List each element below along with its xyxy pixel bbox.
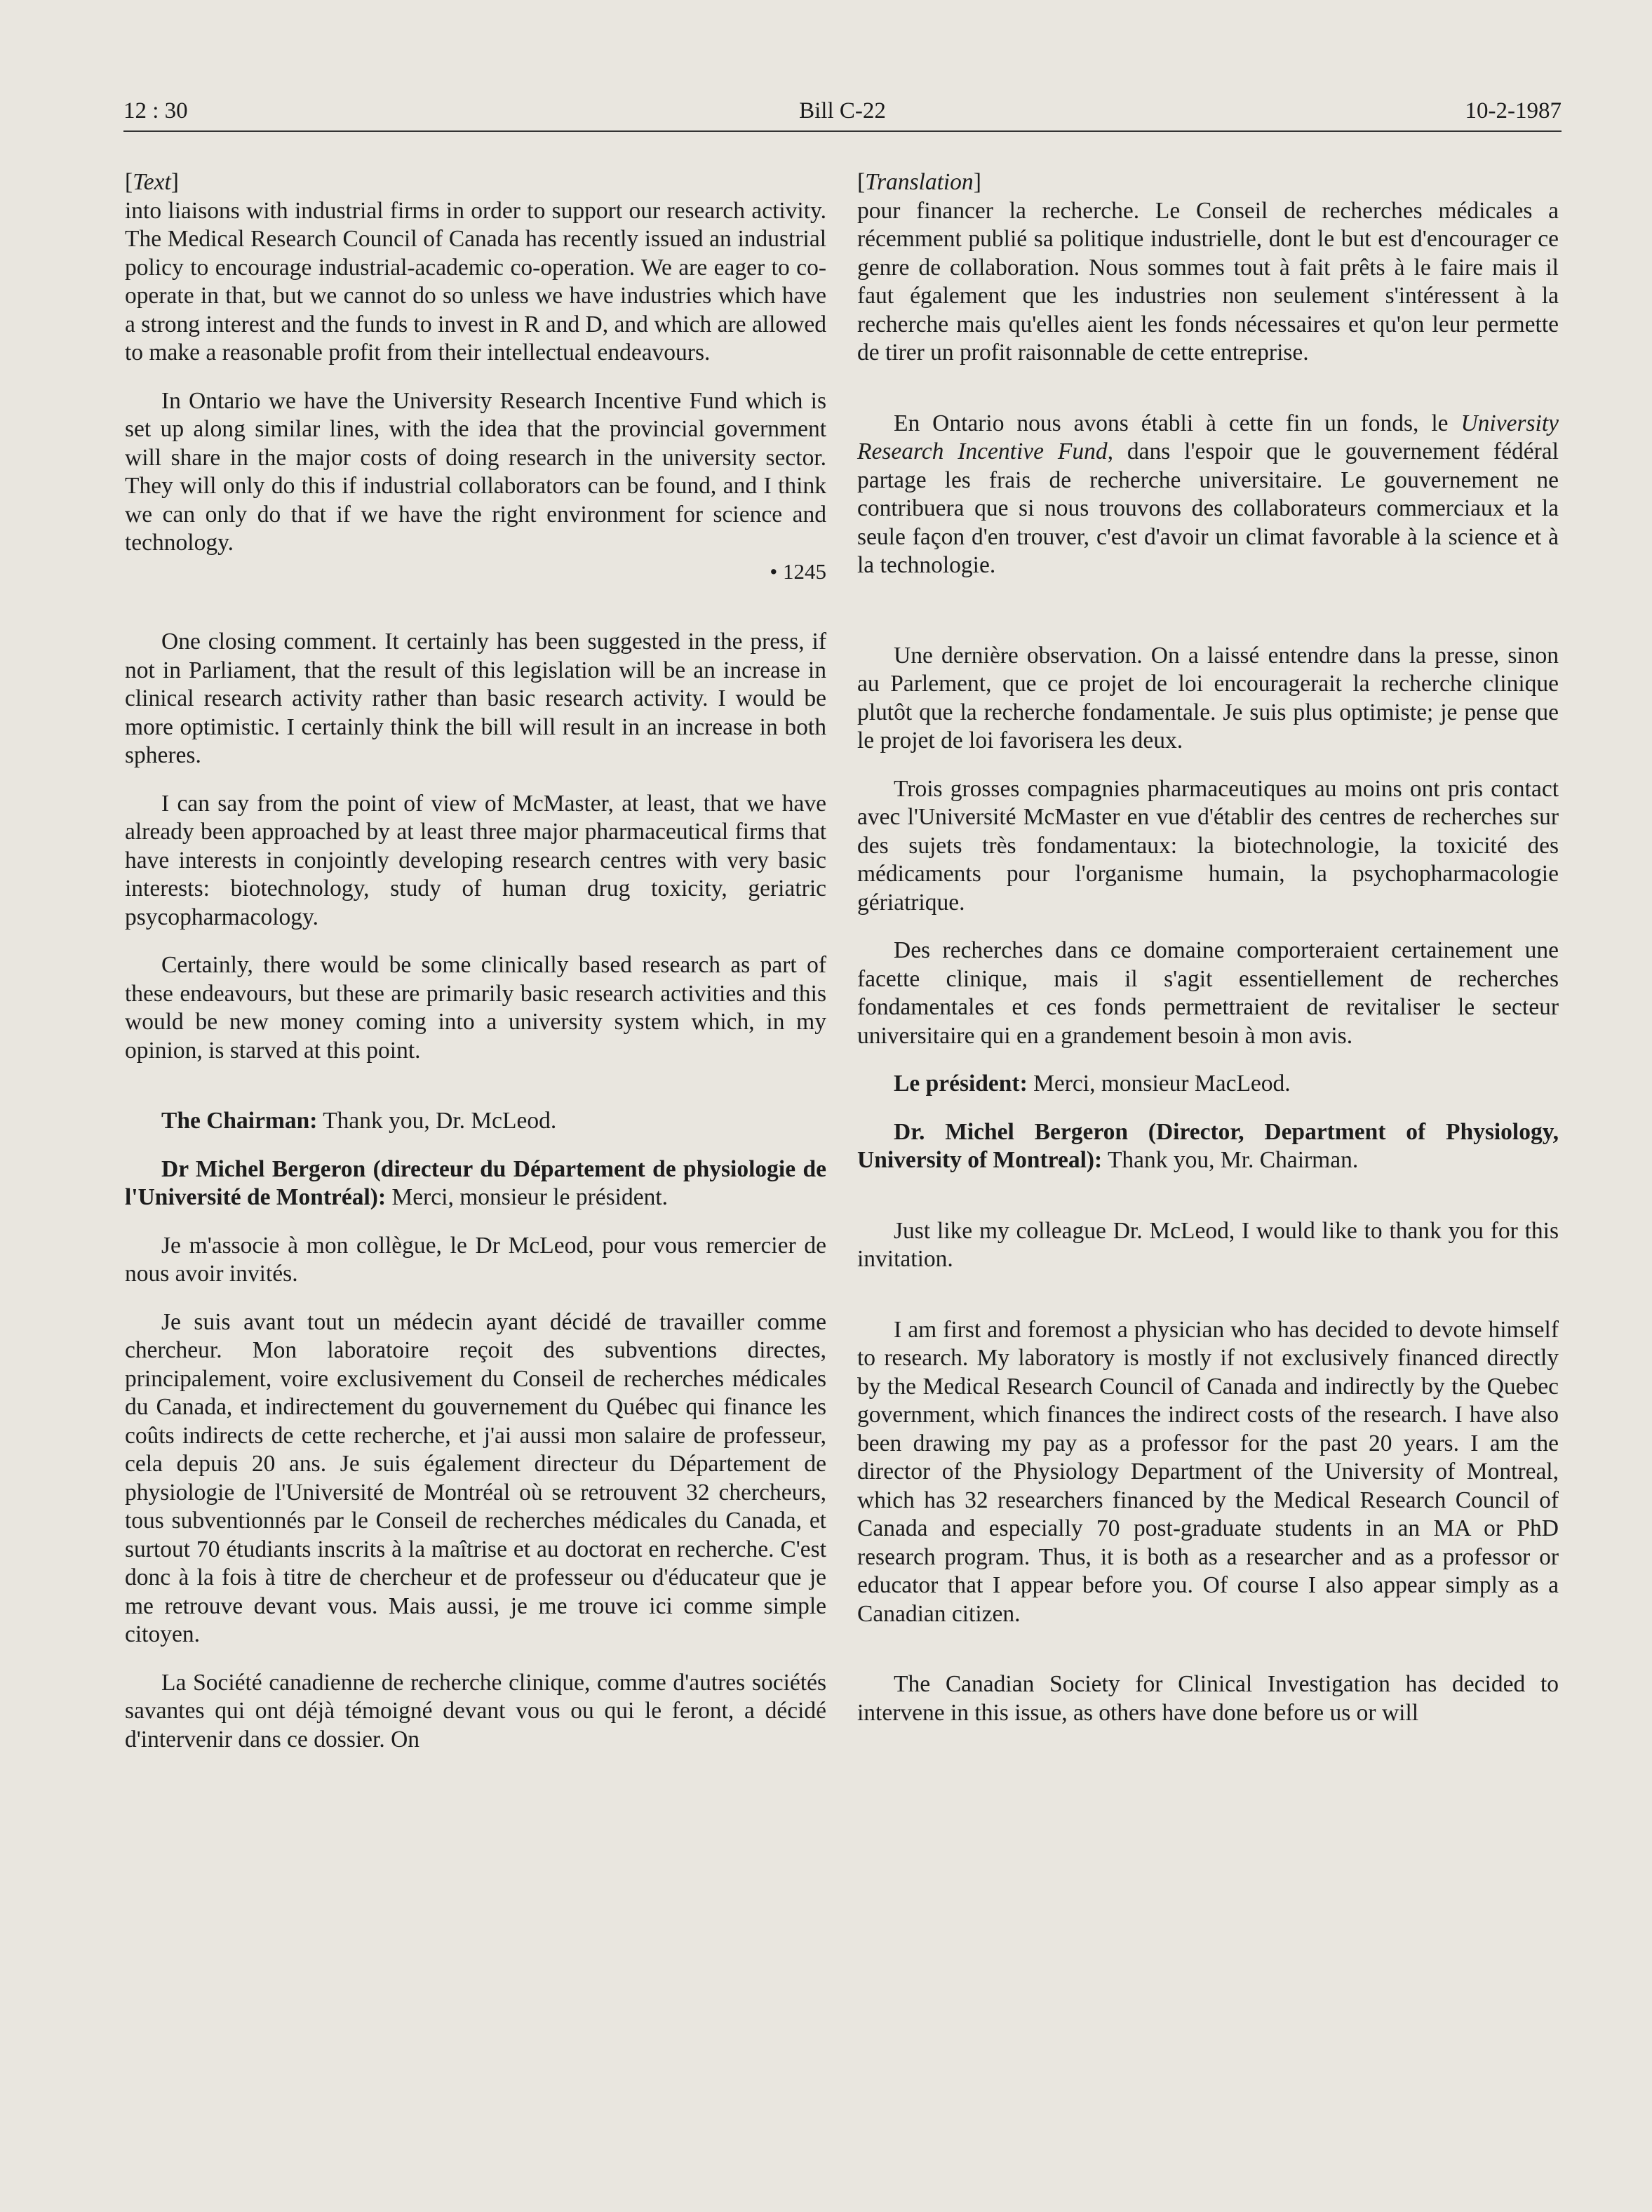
speaker-name: Dr. Michel Bergeron (Director, Department of Physiology, University of Montreal): <box>857 1118 1559 1173</box>
paragraph: Une dernière observation. On a laissé entendre dans la presse, sinon au Parlement, que ce projet de loi encouragerait la recherche clinique plutôt que la recherche fondamentale. Je suis plus optimiste; je pense que le projet de loi favorisera les deux. <box>857 642 1559 753</box>
sitting-date: 10-2-1987 <box>1465 98 1562 123</box>
paragraph: Des recherches dans ce domaine comporteraient certainement une facette clinique, mais il s'agit essentiellement de recherches fondamentales et ces fonds permettraient de revitaliser le secteur universitaire qui en a grandement besoin à mon avis. <box>857 937 1559 1049</box>
paragraph: I can say from the point of view of McMaster, at least, that we have already been approached by at least three major pharmaceutical firms that have interests in conjointly developing research centres with very basic interests: biotechnology, study of human drug toxicity, geriatric psycopharmacology. <box>125 790 826 930</box>
paragraph: The Canadian Society for Clinical Investigation has decided to intervene in this issue, as others have done before us or will <box>857 1671 1559 1726</box>
page-header <box>123 98 1562 133</box>
time-marker: • 1245 <box>770 558 826 584</box>
paragraph: Je m'associe à mon collègue, le Dr McLeod, pour vous remercier de nous avoir invités. <box>125 1232 826 1287</box>
speaker-paragraph: Le président: Merci, monsieur MacLeod. <box>894 1071 1291 1097</box>
speaker-name: Le président: <box>894 1071 1028 1097</box>
paragraph: Je suis avant tout un médecin ayant décidé de travailler comme chercheur. Mon laboratoire reçoit des subventions directes, principalement, voire exclusivement du Conseil de recherches médicales du Canada, et indirectement du gouvernement du Québec qui finance les coûts indirects de cette recherche, et j'ai aussi mon salaire de professeur, cela depuis 20 ans. Je suis également directeur du Département de physiologie de l'Université de Montréal où se retrouvent 32 chercheurs, tous subventionnés par le Conseil de recherches médicales du Canada, et surtout 70 étudiants inscrits à la maîtrise et au doctorat en recherche. C'est donc à la fois à titre de chercheur et de professeur ou d'éducateur que je me retrouve devant vous. Mais aussi, je me trouve ici comme simple citoyen. <box>125 1308 826 1647</box>
paragraph: One closing comment. It certainly has been suggested in the press, if not in Parliament, that the result of this legislation will be an increase in clinical research activity rather than basic research activity. I would be more optimistic. I certainly think the bill will result in an increase in both spheres. <box>125 629 826 768</box>
speaker-paragraph: The Chairman: Thank you, Dr. McLeod. <box>161 1108 557 1134</box>
paragraph: pour financer la recherche. Le Conseil de recherches médicales a récemment publié sa politique industrielle, dont le but est d'encourager ce genre de collaboration. Nous sommes tout à fait prêts à le faire mais il faut également que les industries non seulement s'intéressent à la recherche mais qu'elles aient les fonds nécessaires et qu'on leur permette de tirer un profit raisonnable de cette entreprise. <box>857 197 1559 366</box>
page-number: 12 : 30 <box>123 98 188 123</box>
column-label: [Translation] <box>857 169 981 195</box>
paragraph: Trois grosses compagnies pharmaceutiques au moins ont pris contact avec l'Université McMaster en vue d'établir des centres de recherches sur des sujets très fondamentaux: la biotechnologie, la toxicité des médicaments pour l'organisme humain, la psychopharmacologie gériatrique. <box>857 775 1559 916</box>
paragraph: into liaisons with industrial firms in order to support our research activity. The Medical Research Council of Canada has recently issued an industrial policy to encourage industrial-academic co-operation. We are eager to co-operate in that, but we cannot do so unless we have industries which have a strong interest and the funds to invest in R and D, and which are allowed to make a reasonable profit from their intellectual endeavours. <box>125 197 826 366</box>
speaker-paragraph: Dr. Michel Bergeron (Director, Department of Physiology, University of Montreal): Thank you, Mr. Chairman. <box>857 1118 1559 1173</box>
speaker-name: Dr Michel Bergeron (directeur du Département de physiologie de l'Université de Montréal): <box>125 1155 826 1210</box>
paragraph: La Société canadienne de recherche clinique, comme d'autres sociétés savantes qui ont déjà témoigné devant vous ou qui le feront, a décidé d'intervenir dans ce dossier. On <box>125 1669 826 1752</box>
paragraph: En Ontario nous avons établi à cette fin un fonds, le University Research Incentive Fund, dans l'espoir que le gouvernement fédéral partage les frais de recherche universitaire. Le gouvernement ne contribuera que si nous trouvons des collaborateurs commerciaux et la seule façon d'en trouver, c'est d'avoir un climat favorable à la science et à la technologie. <box>857 410 1559 578</box>
translation-column <box>857 168 1559 1727</box>
paragraph: Certainly, there would be some clinically based research as part of these endeavours, but these are primarily basic research activities and this would be new money coming into a university system which, in my opinion, is starved at this point. <box>125 952 826 1064</box>
english-column <box>125 168 826 1754</box>
speaker-name: The Chairman: <box>161 1108 318 1134</box>
speaker-paragraph: Dr Michel Bergeron (directeur du Département de physiologie de l'Université de Montréal): Merci, monsieur le président. <box>125 1155 826 1210</box>
paragraph: Just like my colleague Dr. McLeod, I would like to thank you for this invitation. <box>857 1217 1559 1272</box>
document-title: Bill C-22 <box>799 98 886 123</box>
paragraph: I am first and foremost a physician who has decided to devote himself to research. My laboratory is mostly if not exclusively financed directly by the Medical Research Council of Canada and indirectly by the Quebec government, which finances the indirect costs of the research. I have also been drawing my pay as a professor for the past 20 years. I am the director of the Physiology Department of the University of Montreal, which has 32 researchers financed by the Medical Research Council of Canada and especially 70 post-graduate students in an MA or PhD research program. Thus, it is both as a researcher and as a professor or educator that I appear before you. Of course I also appear simply as a Canadian citizen. <box>857 1316 1559 1627</box>
paragraph: In Ontario we have the University Research Incentive Fund which is set up along similar lines, with the idea that the provincial government will share in the major costs of doing research in the university sector. They will only do this if industrial collaborators can be found, and I think we can only do that if we have the right environment for science and technology. <box>125 387 826 556</box>
header-rule <box>123 130 1562 132</box>
column-label: [Text] <box>125 169 179 195</box>
